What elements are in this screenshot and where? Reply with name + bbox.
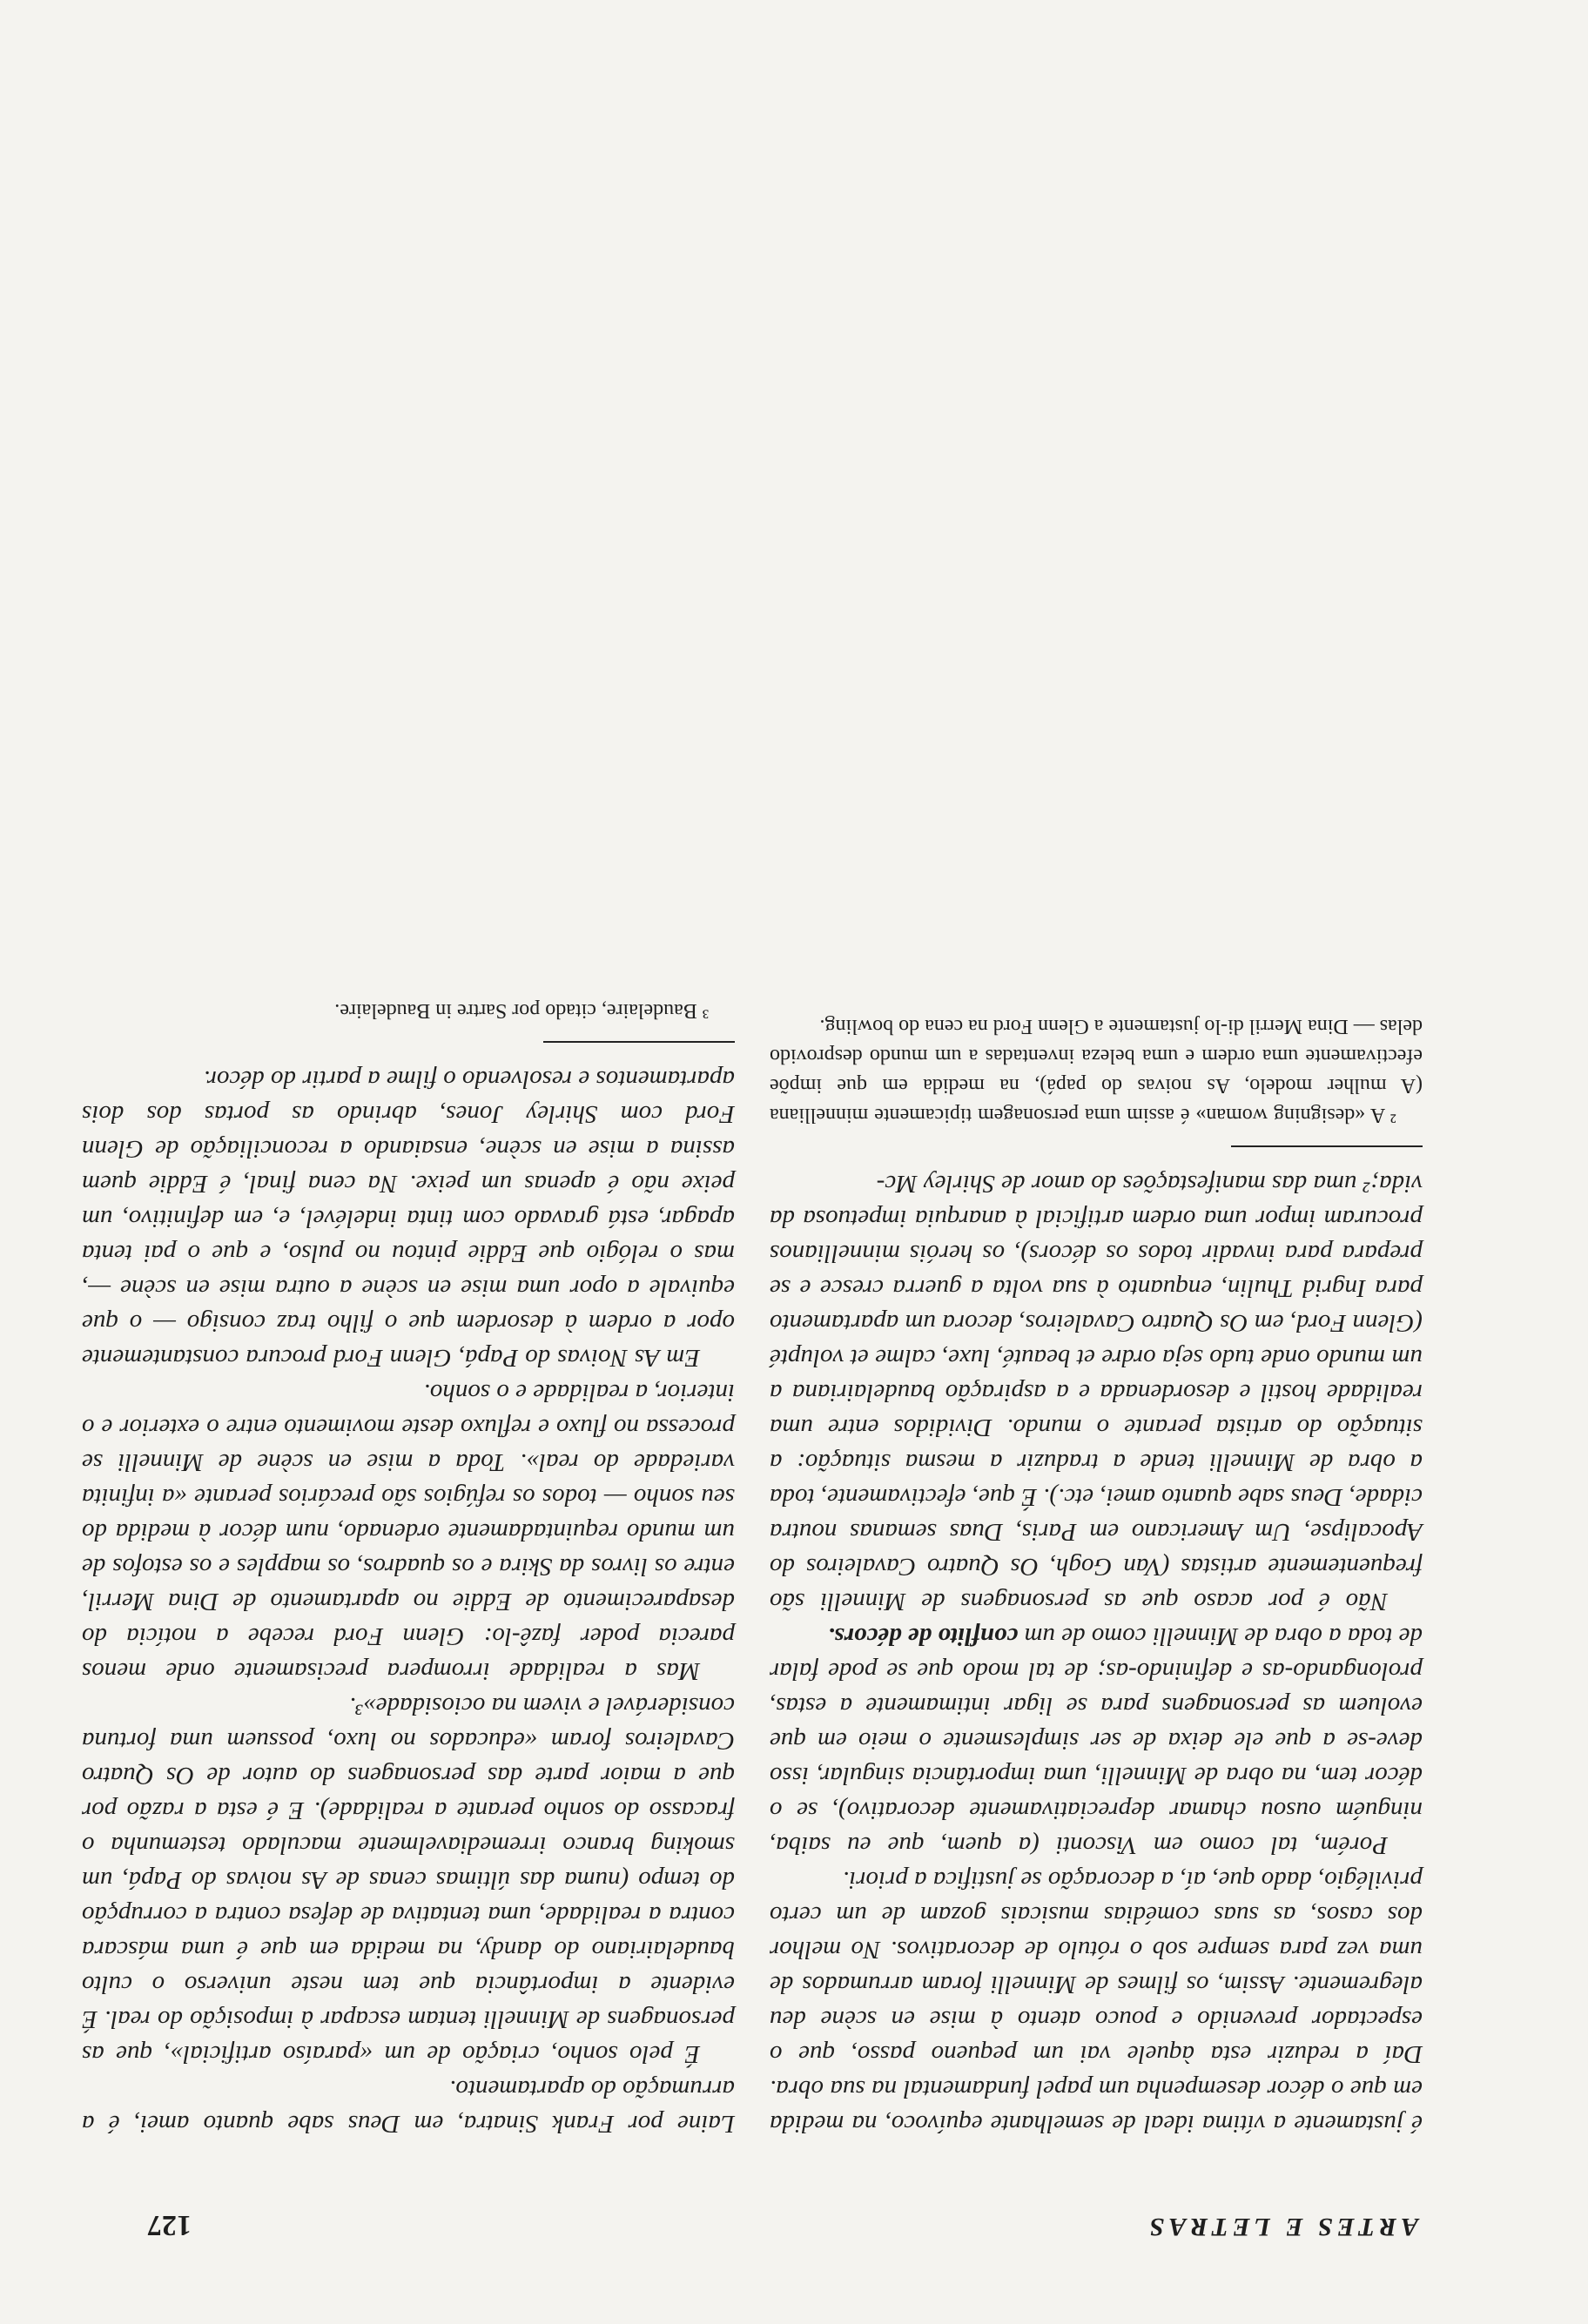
paragraph: Laine por Frank Sinatra, em Deus sabe quanto amei, é a arrumação do apartamento. xyxy=(82,2075,735,2138)
footnote xyxy=(82,996,735,1025)
running-header xyxy=(147,2198,1418,2241)
footnote-rule xyxy=(1231,1145,1423,1147)
paragraph: É pelo sonho, criação de um «paraíso artificial», que as personagens de Minnelli tentam escapar à imposição do real. É evidente a importância que tem neste universo o culto baudelairiano do dandy, na medida em que é uma máscara contra a realidade, uma tentativa de defesa contra a corrupção do tempo (numa das últimas cenas de As noivas do Papá, um smoking branco irremediavelmente maculado testemunha o fracasso do sonho perante a realidade). E é esta a razão por que a maior parte das personagens do autor de Os Quatro Cavaleiros foram «educados no luxo, possuem uma fortuna considerável e vivem na ociosidade»³. xyxy=(82,1692,735,2068)
footnote-text: ³ Baudelaire, citado por Sartre in Baudelaire. xyxy=(334,999,709,1022)
footnote-text: ² A «designing woman» é assim uma personagem tipicamente minnelliana (A mulher modelo, As noivas do papá), na medida em que impõe efectivamente uma ordem e uma beleza inventadas a um mundo desprovido delas — Dina Merril di-lo justamente a Glenn Ford na cena do bowling. xyxy=(770,1015,1423,1126)
page-number: 127 xyxy=(147,2209,192,2241)
paragraph xyxy=(770,1619,1423,1863)
paragraph-end: conflito de décors. xyxy=(828,1622,1019,1650)
paragraph: Em As Noivas do Papá, Glenn Ford procura constantemente opor a ordem à desordem que o filho traz consigo — o que equivale a opor uma mise en scène a outra mise en scène —, mas o relógio que Eddie pintou no pulso, e que o pai tenta apagar, está gravado com tinta indelével, e, em definitivo, um peixe não é apenas um peixe. Na cena final, é Eddie quem assina a mise en scène, ensaiando a reconciliação de Glenn Ford com Shirley Jones, abrindo as portas dos dois apartamentos e resolvendo o filme a partir do décor. xyxy=(82,1065,735,1372)
footnote xyxy=(770,1011,1423,1130)
paragraph: Não é por acaso que as personagens de Minnelli são frequentemente artistas (Van Gogh, Os Quatro Cavaleiros do Apocalipse, Um Americano em Paris, Duas semanas noutra cidade, Deus sabe quanto amei, etc.). É que, efectivamente, toda a obra de Minnelli tende a traduzir a mesma situação: a situação do artista perante o mundo. Divididos entre uma realidade hostil e desordenada e a aspiração baudelairiana a um mundo onde tudo seja ordre et beauté, luxe, calme et volupté (Glenn Ford, em Os Quatro Cavaleiros, decora um apartamento para Ingrid Thulin, enquanto à sua volta a guerra cresce e se prepara para invadir todos os décors), os heróis minnellianos procuram impor uma ordem artificial à anarquia impetuosa da vida;² uma das manifestações do amor de Shirley Mc- xyxy=(770,1170,1423,1615)
paragraph: é justamente a vítima ideal de semelhante equívoco, na medida em que o décor desempenha um papel fundamental na sua obra. Daí a reduzir esta àquele vai um pequeno passo, que o espectador prevenido e pouco atento à mise en scène deu alegremente. Assim, os filmes de Minnelli foram arrumados de uma vez para sempre sob o rótulo de decorativos. No melhor dos casos, as suas comédias musicais gozam de um certo privilégio, dado que, aí, a decoração se justifica a priori. xyxy=(770,1866,1423,2138)
paragraph-text: Porém, tal como em Visconti (a quem, que eu saiba, ninguém ousou chamar depreciativamente decorativo), se o décor tem, na obra de Minnelli, uma importância singular, isso deve-se a que ele deixa de ser simplesmente o meio em que evoluem as personagens para se ligar intimamente a estas, prolongando-as e definindo-as; de tal modo que se pode falar de toda a obra de Minnelli como de um xyxy=(770,1622,1423,1859)
journal-title: ARTES E LETRAS xyxy=(1145,2213,1418,2241)
footnote-rule xyxy=(543,1041,735,1043)
paragraph: Mas a realidade irrompera precisamente onde menos parecia poder fazê-lo: Glenn Ford recebe a notícia do desaparecimento de Eddie no apartamento de Dina Merril, entre os livros da Skira e os quadros, os mapples e os estofos de um mundo requintadamente ordenado, num décor à medida do seu sonho — todos os refúgios são precários perante «a infinita variedade do real». Toda a mise en scène de Minnelli se processa no fluxo e refluxo deste movimento entre o exterior e o interior, a realidade e o sonho. xyxy=(82,1379,735,1685)
left-column xyxy=(770,52,1423,2141)
right-column xyxy=(82,52,735,2141)
